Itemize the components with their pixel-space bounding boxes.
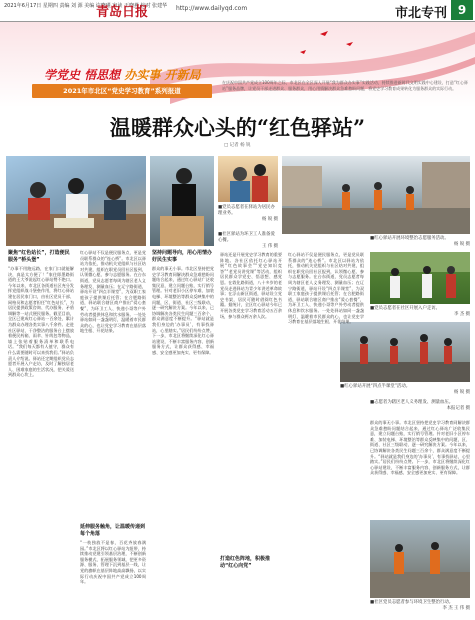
article-column-3: 群众的事无小事。市北区坚持把党史学习教育同解决群众急难愁盼问题结合起来，通过红心驿站广泛收集民意，建立问题台账，实行销号管理。针对老旧小区停车难、加装电梯、环境整治等群众反映集中的问题，区、街道、社区三级联动，逐一研究解决方案。今年以来，已协调解决各类民生问题三百余个，群众满意度不断提升。“驿站就是我们身边的‘办事员’，有事找驿站，心里踏实。”居民们纷纷点赞。下一步，市北区将继续深化红心驿站建设，不断丰富服务内容、创新服务方式，让群众获得感、幸福感、安全感更加充实、更有保障。: [152, 266, 214, 355]
campaign-banner: [0, 22, 475, 112]
article-column-2b: “一枝独放不是春，百花齐放春满园。”市北区将以红心驿站为纽带，持续推动党建引领基层治理，不断创新服务模式、拓展服务领域，把更多资源、服务、管理下沉到基层一线，让党的旗帜在基层阵地高高飘扬，以实际行动庆祝中国共产党成立100周年。: [80, 540, 146, 585]
home-visit-illustration: [370, 252, 470, 304]
article-column-4: 驿站还是开展党史学习教育的重要阵地。各社区依托红心驿站开展“红色故事会”“党史知识竞答”“老党员讲党课”等活动，组织居民群众学党史、悟思想、感党恩。在敦化路街道，八十多岁的老党员走进驿站为青少年讲述革命故事；在浮山新区街道，驿站设立党史书架，居民可随时借阅红色书籍。据统计，全区红心驿站今年已开展各类党史学习教育活动五百余场，参与群众两万余人次。: [220, 252, 282, 319]
article-column-6: 群众的事无小事。市北区坚持把党史学习教育同解决群众急难愁盼问题结合起来，通过红心驿站广泛收集民意，建立问题台账，实行销号管理。针对老旧小区停车难、加装电梯、环境整治等群众反映集中的问题，区、街道、社区三级联动，逐一研究解决方案。今年以来，已协调解决各类民生问题三百余个，群众满意度不断提升。“驿站就是我们身边的‘办事员’，有事找驿站，心里踏实。”居民们纷纷点赞。下一步，市北区将继续深化红心驿站建设，不断丰富服务内容、创新服务方式，让群众获得感、幸福感、安全感更加充实、更有保障。: [370, 420, 470, 476]
campaign-subtitle: 2021年市北区“党史学习教育”系列报道: [32, 84, 212, 98]
section-subhead-3: 坚持问题导向，用心用情办好民生实事: [152, 250, 213, 263]
photo-caption-5: ■党员志愿者在社区开展入户走访。 李 杰 摄: [370, 306, 470, 317]
intro-text: 在庆祝中国共产党成立100周年之际，市北区在全区深入开展“我为群众办实事”实践活动，持续推进新时代文明实践中心建设，打造“红心驿站”服务品牌，让党员干部走进群众、服务群众，用心用情解决群众急难愁盼问题，将党史学习教育成果转化为服务群众的实际行动。: [222, 80, 468, 91]
website-url[interactable]: http://www.dailyqd.com: [176, 5, 248, 12]
article-column-5: 红心驿站不仅是便民服务点，更是党员联系群众的“连心桥”。市北区以驿站为依托，推动机关党组织与社区结对共建，组织在职党员回社区报到，认领微心愿、参与志愿服务。在台东街道，党员志愿者每周为辖区老人义务理发、测量血压；在辽宁路街道，驿站开设“四点半课堂”，为双职工家庭孩子提供课后托管；在合肥路街道，驿站联合辖区商户推出“爱心套餐”，为环卫工人、快递小哥等户外劳动者提供休息和饮水服务。一处处驿站如同一盏盏明灯，温暖着市民群众的心，也让党史学习教育在基层落地生根、开花结果。: [288, 252, 364, 325]
photo-caption-7: ■社区党员志愿者参与环境卫生整治行动。 李 杰 王 伟 摄: [370, 600, 470, 611]
article-column-2: 红心驿站不仅是便民服务点，更是党员联系群众的“连心桥”。市北区以驿站为依托，推动机关党组织与社区结对共建，组织在职党员回社区报到，认领微心愿、参与志愿服务。在台东街道，党员志愿者每周为辖区老人义务理发、测量血压；在辽宁路街道，驿站开设“四点半课堂”，为双职工家庭孩子提供课后托管；在合肥路街道，驿站联合辖区商户推出“爱心套餐”，为环卫工人、快递小哥等户外劳动者提供休息和饮水服务。一处处驿站如同一盏盏明灯，温暖着市民群众的心，也让党史学习教育在基层落地生根、开花结果。: [80, 250, 146, 334]
photo-sanitation: [370, 520, 470, 598]
photo-caption-1: ■党员志愿者在驿站为居民办理业务。 杨 锐 摄: [218, 205, 278, 222]
section-subhead-1: 聚焦“红色站长”，打造便民服务“桥头堡”: [8, 250, 70, 263]
sanitation-illustration: [370, 520, 470, 598]
article-headline: 温暖群众心头的“红色驿站”: [109, 115, 366, 140]
street-illustration: [282, 156, 470, 234]
photo-volunteer-meal: [150, 156, 214, 246]
photo-street-cleanup: [282, 156, 470, 234]
people-illustration: [6, 156, 146, 246]
photo-caption-3: ■志愿者为辖区老人义务理发、测量血压。 本报记者 摄: [370, 400, 470, 411]
photo-caption-6: ■红心驿站开展“四点半课堂”活动。 杨 锐 摄: [340, 384, 470, 395]
photo-caption-2: ■社区驿站为环卫工人准备爱心餐。 王 伟 摄: [218, 232, 278, 249]
section-title: 市北专刊: [394, 6, 447, 21]
section-subhead-4: 打造红色阵地，积极推动“红心向党”: [220, 556, 271, 569]
newspaper-logo: 青岛日报: [96, 5, 149, 20]
campaign-slogan: 学党史 悟思想 办实事 开新局: [44, 68, 201, 82]
photo-home-visit: [370, 252, 470, 304]
byline: □ 记者 杨 锐: [224, 143, 251, 148]
haircut-illustration: [218, 156, 278, 202]
date-line: 2021年6月17日 星期四 责编 刘 源 美编 许晓瑾 审读 王晓燕 校对 张建华: [4, 3, 168, 9]
photo-caption-4: ■红心驿站开展环境整治志愿服务活动。 杨 锐 摄: [370, 236, 470, 247]
photo-service-counter: [6, 156, 146, 246]
volunteer-illustration: [150, 156, 214, 246]
section-subhead-2: 延伸服务触角，让温暖传递到每个角落: [80, 524, 146, 537]
photo-haircut: [218, 156, 278, 202]
page-number: 9: [451, 0, 473, 20]
article-column-1: “办事不用跑远路，在家门口就能解决，真是太方便了！”家住即墨路街道的王大爷说起红心驿站赞不绝口。今年以来，市北区各街道社区充分发挥党组织战斗堡垒作用，将红心驿站建在居民家门口，由社区党员干部、网格员和志愿者担任“红色站长”，为居民提供政策咨询、代办服务、矛盾调解等一站式便民服务。截至目前，全区已建成红心驿站一百余处，累计为群众办理各类实事八千余件。走进社区驿站，干净整洁的服务台上摆放着便民药箱、雨伞、针线包等物品，墙上张贴着服务清单和联系电话。“我们每天都有人值守，群众有什么需要随时可以来找我们。”驿站负责人介绍说。驿站还定期组织党员志愿者开展入户走访，及时了解独居老人、困难家庭的生活状况，把关爱送到群众心坎上。: [8, 266, 74, 378]
page-header: [0, 0, 475, 22]
